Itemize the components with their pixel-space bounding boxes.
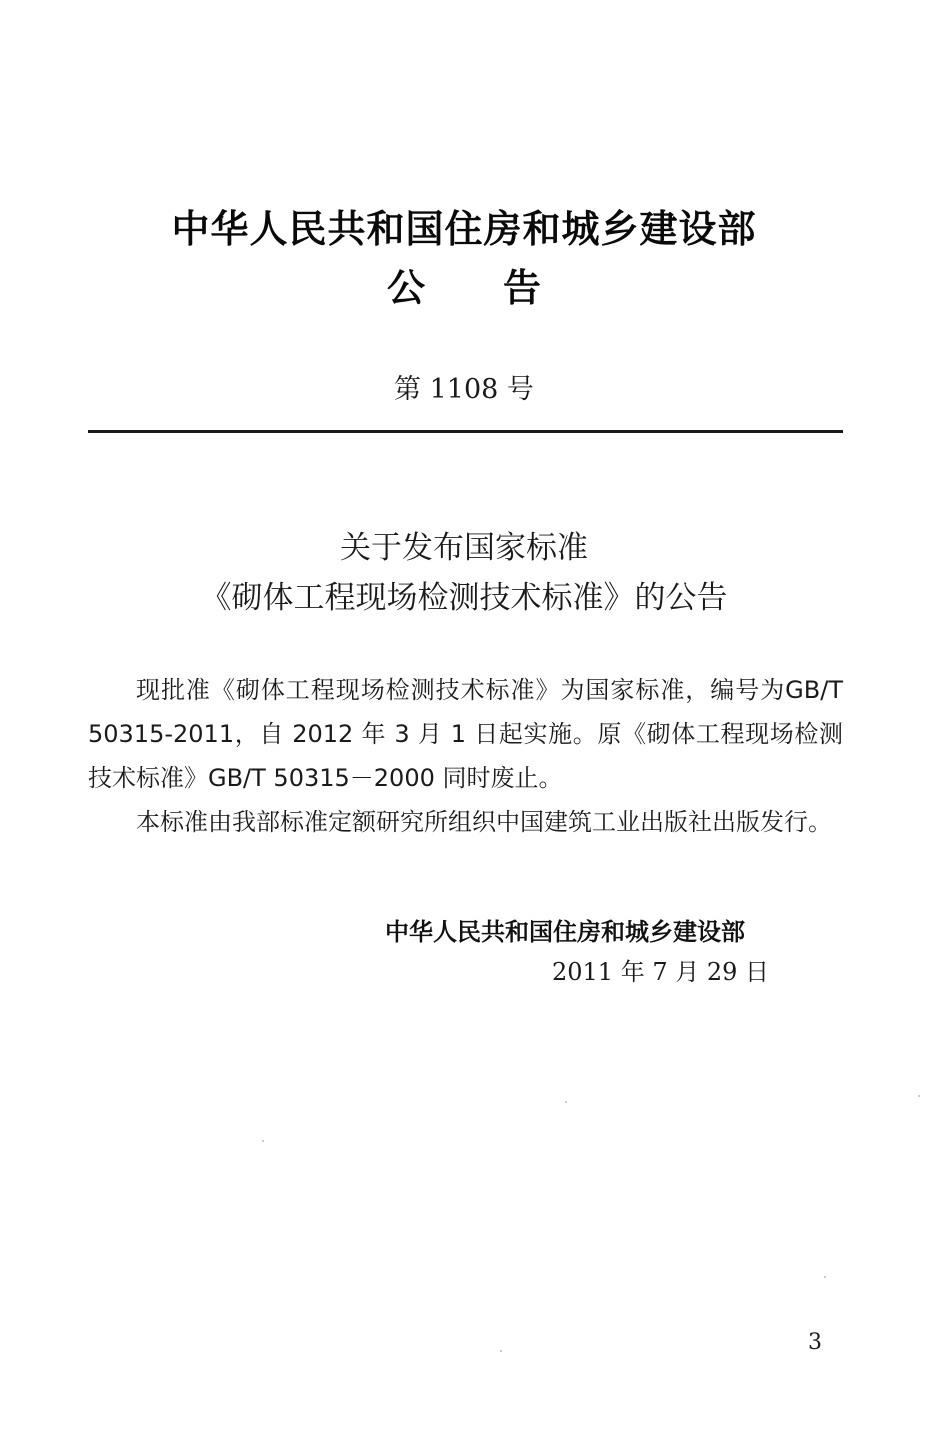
body-paragraph-1: 现批准《砌体工程现场检测技术标准》为国家标准，编号为GB/T 50315-2011，自 2012 年 3 月 1 日起实施。原《砌体工程现场检测技术标准》GB/T 50315－2000 同时废止。 <box>88 676 843 792</box>
document-type-heading: 公告 <box>386 266 619 310</box>
signature-date: 2011 年 7 月 29 日 <box>552 958 770 986</box>
body-paragraph-2: 本标准由我部标准定额研究所组织中国建筑工业出版社出版发行。 <box>136 808 832 836</box>
scan-speck <box>565 1101 567 1103</box>
signature-issuer: 中华人民共和国住房和城乡建设部 <box>385 918 745 946</box>
subject-title-line1: 关于发布国家标准 <box>340 530 588 566</box>
header-divider <box>88 430 843 433</box>
scan-speck <box>824 1276 826 1278</box>
scan-speck <box>918 1095 920 1097</box>
page-number: 3 <box>808 1330 822 1355</box>
subject-title-line2: 《砌体工程现场检测技术标准》的公告 <box>200 580 728 616</box>
announcement-number: 第 1108 号 <box>394 374 534 405</box>
issuer-title: 中华人民共和国住房和城乡建设部 <box>171 207 757 251</box>
scan-speck <box>262 1140 264 1142</box>
scan-speck <box>500 1350 502 1352</box>
announcement-body <box>88 668 843 844</box>
